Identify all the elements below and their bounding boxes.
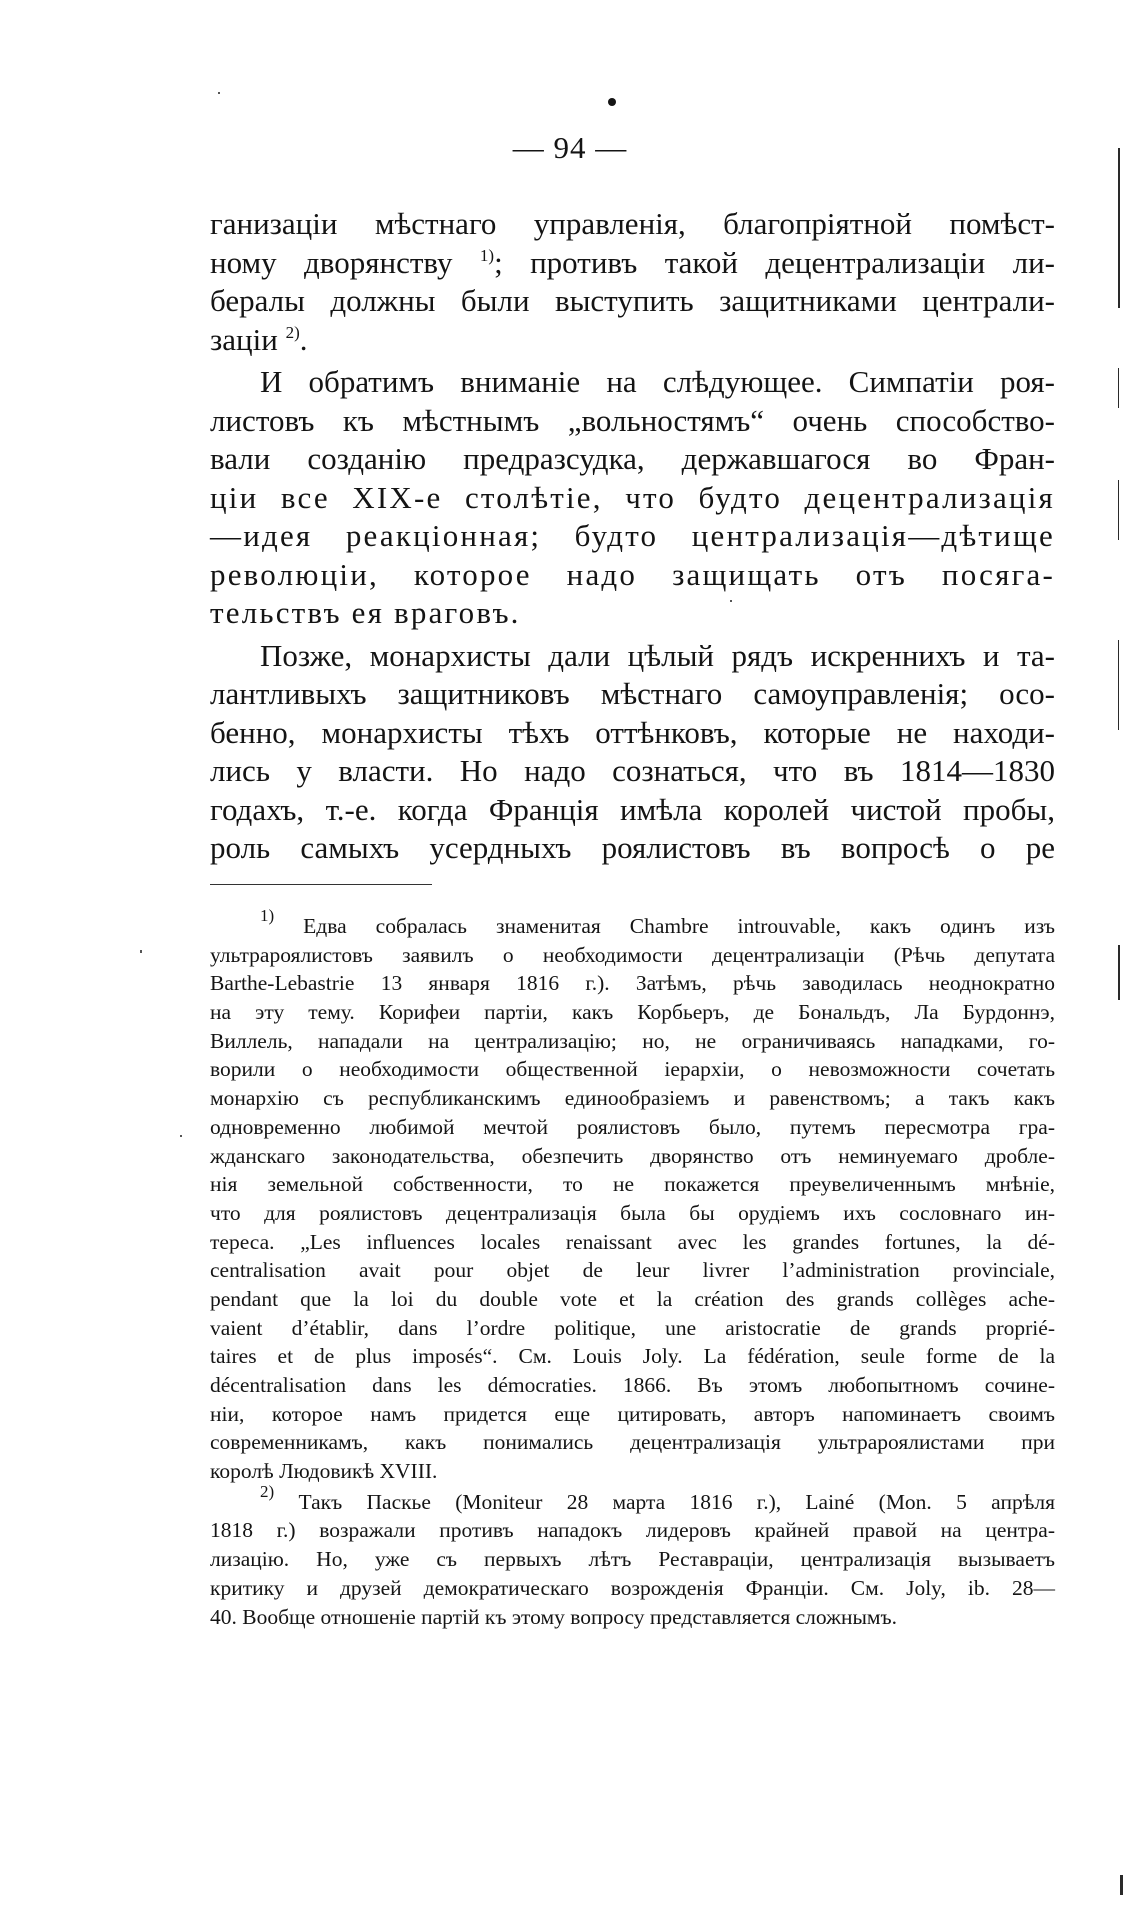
- footnote-mark-2: 2): [260, 1481, 275, 1501]
- footnote-line: ультрароялистовъ заявилъ о необходимости децентрализаціи (Рѣчь депутата: [210, 942, 1055, 967]
- text-fragment: ; противъ такой децентрализаціи ли-: [494, 244, 1055, 280]
- text-line: лантливыхъ защитниковъ мѣстнаго самоуправленія; осо-: [210, 676, 1055, 711]
- scan-margin-mark: [1118, 480, 1119, 540]
- text-line: [210, 321, 1055, 360]
- footnote-line: vaient d’établir, dans l’ordre politique, une aristocratie de grands proprié-: [210, 1315, 1055, 1340]
- scan-margin-mark: [1118, 640, 1119, 730]
- footnote-ref-1: 1): [479, 245, 495, 265]
- footnote-divider: [210, 884, 432, 885]
- text-fragment: ному дворянству: [210, 244, 480, 280]
- text-line: роль самыхъ усердныхъ роялистовъ въ вопросѣ о ре: [210, 830, 1055, 865]
- scan-speck: [730, 600, 732, 602]
- text-line: вали созданію предразсудка, державшагося во Фран-: [210, 441, 1055, 476]
- scan-margin-mark: [1118, 368, 1119, 408]
- footnote-line: 40. Вообще отношеніе партій къ этому вопросу представляется сложнымъ.: [210, 1604, 897, 1629]
- text-line: тельствъ ея враговъ.: [210, 595, 521, 630]
- scan-speck: [140, 950, 142, 953]
- text-fragment: Такъ Паскье (Moniteur 28 марта 1816 г.), Lainé (Mon. 5 апрѣля: [298, 1489, 1055, 1514]
- footnote-line: современникамъ, какъ понимались децентрализація ультрароялистами при: [210, 1430, 1055, 1455]
- footnote-line: одновременно любимой мечтой роялистовъ было, путемъ пересмотра гра-: [210, 1114, 1055, 1139]
- footnote-line: Виллель, нападали на централизацію; но, не ограничиваясь нападками, го-: [210, 1028, 1055, 1053]
- footnote-line: на эту тему. Корифеи партіи, какъ Корбьеръ, де Бональдъ, Ла Бурдоннэ,: [210, 1000, 1055, 1025]
- footnote-line: Barthe-Lebastrie 13 января 1816 г.). Затѣмъ, рѣчь заводилась неоднократно: [210, 971, 1055, 996]
- scan-margin-mark: [1118, 148, 1120, 308]
- footnote-line: [210, 1481, 1055, 1517]
- text-fragment: Едва собралась знаменитая Chambre introuvable, какъ одинъ изъ: [303, 914, 1055, 938]
- text-line: листовъ къ мѣстнымъ „вольностямъ“ очень способство-: [210, 402, 1055, 438]
- text-line: Позже, монархисты дали цѣлый рядъ искреннихъ и та-: [260, 637, 1055, 673]
- text-line: лись у власти. Но надо сознаться, что въ 1814—1830: [210, 753, 1055, 788]
- footnote-line: ніи, которое намъ придется еще цитировать, авторъ напоминаетъ своимъ: [210, 1401, 1055, 1426]
- scan-margin-mark: [1118, 945, 1120, 1000]
- footnote-mark-1: 1): [260, 906, 275, 925]
- footnote-line: pendant que la loi du double vote et la création des grands collèges ache-: [210, 1286, 1055, 1311]
- ink-dot: [608, 98, 616, 106]
- footnote-line: нія земельной собственности, то не покажется преувеличеннымъ мнѣніе,: [210, 1172, 1055, 1197]
- footnote-line: лизацію. Но, уже съ первыхъ лѣтъ Реставраціи, централизація вызываетъ: [210, 1547, 1055, 1572]
- footnote-line: монархію съ республиканскимъ единообразіемъ и равенствомъ; а такъ какъ: [210, 1086, 1055, 1111]
- scan-speck: [218, 92, 220, 94]
- footnote-ref-2: 2): [285, 322, 300, 342]
- footnote-line: что для роялистовъ децентрализація была бы орудіемъ ихъ сословнаго ин-: [210, 1200, 1055, 1225]
- text-line: бералы должны были выступить защитниками централи-: [210, 283, 1055, 318]
- footnote-line: критику и друзей демократическаго возрожденія Франціи. См. Joly, ib. 28—: [210, 1575, 1055, 1600]
- text-line: годахъ, т.-е. когда Франція имѣла королей чистой пробы,: [210, 791, 1055, 827]
- footnote-line: тереса. „Les influences locales renaissant avec les grandes fortunes, la dé-: [210, 1229, 1055, 1254]
- footnote-line: ворили о необходимости общественной іерархіи, о невозможности сочетать: [210, 1057, 1055, 1082]
- scan-margin-mark: [1120, 1875, 1123, 1895]
- footnote-line: centralisation avait pour objet de leur livrer l’administration provinciale,: [210, 1258, 1055, 1283]
- text-line: —идея реакціонная; будто централизація—дѣтище: [210, 518, 1055, 553]
- text-line: революціи, которое надо защищать отъ посяга-: [210, 556, 1055, 592]
- text-line: [210, 244, 1055, 283]
- page-number: — 94 —: [512, 130, 628, 165]
- footnote-line: [210, 906, 1055, 941]
- text-fragment: заціи: [210, 321, 286, 357]
- text-line: И обратимъ вниманіе на слѣдующее. Симпатіи роя-: [260, 364, 1055, 399]
- footnote-line: taires et de plus imposés“. См. Louis Joly. La fédération, seule forme de la: [210, 1344, 1055, 1369]
- text-fragment: .: [299, 321, 308, 357]
- footnote-line: décentralisation dans les démocraties. 1866. Въ этомъ любопытномъ сочине-: [210, 1373, 1055, 1397]
- text-line: бенно, монархисты тѣхъ оттѣнковъ, которые не находи-: [210, 714, 1055, 750]
- main-text: [210, 205, 1055, 868]
- footnotes: [210, 906, 1055, 1631]
- scan-speck: [180, 1135, 182, 1137]
- footnote-line: 1818 г.) возражали противъ нападокъ лидеровъ крайней правой на центра-: [210, 1518, 1055, 1543]
- text-line: ганизаціи мѣстнаго управленія, благопріятной помѣст-: [210, 206, 1055, 241]
- footnote-line: королѣ Людовикѣ XVIII.: [210, 1459, 438, 1484]
- text-line: ціи все XIX-е столѣтіе, что будто децентрализація: [210, 479, 1055, 515]
- footnote-line: жданскаго законодательства, обезпечить дворянство отъ неминуемаго дробле-: [210, 1143, 1055, 1168]
